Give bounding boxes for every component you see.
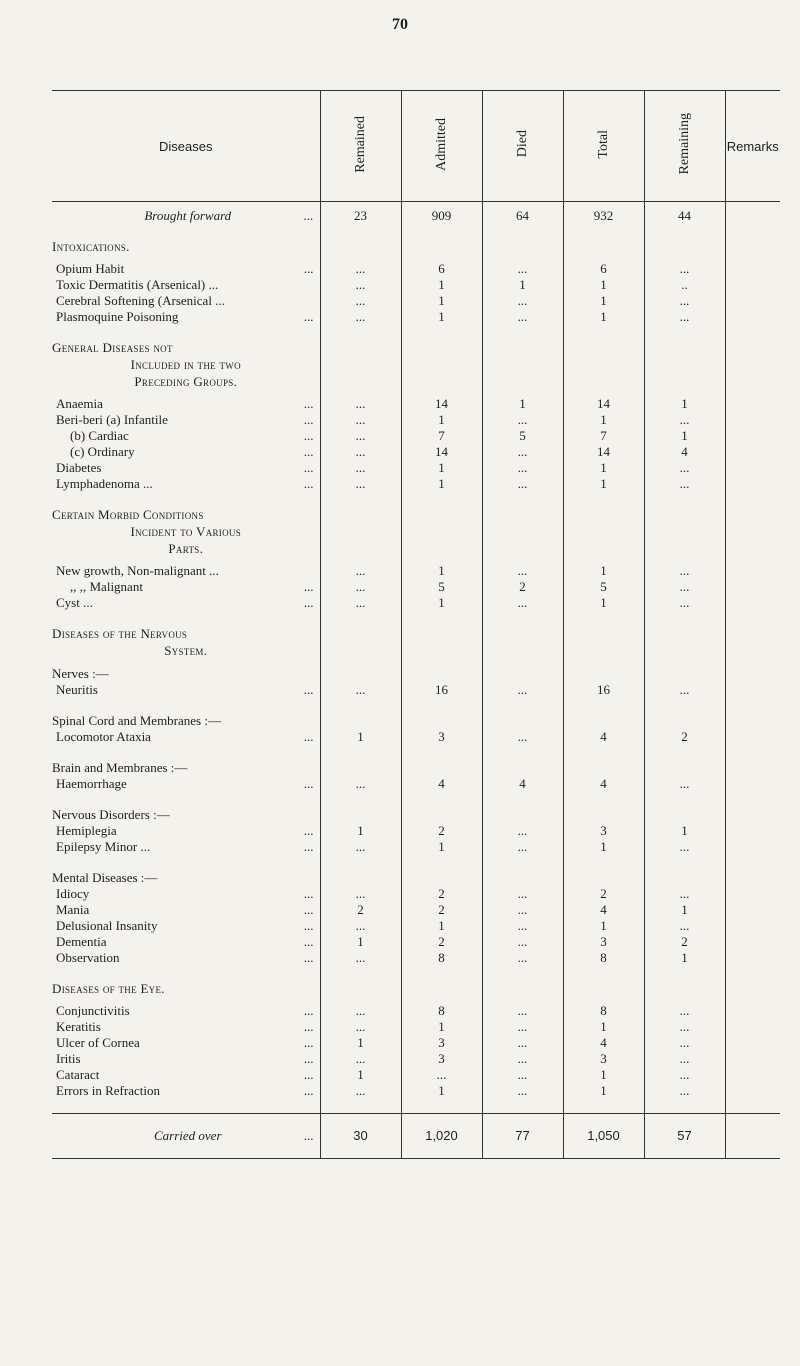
cell-total: 8 [563,1003,644,1019]
cell-total: 8 [563,950,644,966]
group-heading-row [52,759,780,776]
carried-over-died: 77 [482,1114,563,1159]
cell-remaining: ... [644,918,725,934]
disease-name: Toxic Dermatitis (Arsenical) ... [56,277,219,292]
cell-admitted: 3 [401,1035,482,1051]
cell-remarks [725,776,780,792]
brought-forward-total: 932 [563,208,644,224]
cell-total: 5 [563,579,644,595]
cell-died: ... [482,595,563,611]
cell-admitted: 3 [401,729,482,745]
cell-died: ... [482,934,563,950]
section-title-row [52,373,780,390]
cell-remained: ... [320,277,401,293]
table-row [52,261,780,277]
cell-admitted: 8 [401,950,482,966]
cell-remained: ... [320,1019,401,1035]
cell-remaining: 1 [644,396,725,412]
cell-total: 14 [563,396,644,412]
cell-remained: ... [320,476,401,492]
brought-forward-row [52,208,780,224]
cell-admitted: 1 [401,476,482,492]
cell-died: ... [482,902,563,918]
section-title: Parts. [168,541,204,556]
group-heading-row [52,869,780,886]
cell-total: 1 [563,412,644,428]
cell-remarks [725,579,780,595]
cell-admitted: 6 [401,261,482,277]
table-row [52,934,780,950]
cell-remained: ... [320,412,401,428]
disease-name: Locomotor Ataxia ... [56,729,314,744]
cell-remaining: 4 [644,444,725,460]
cell-admitted: 2 [401,934,482,950]
cell-remaining: .. [644,277,725,293]
cell-remaining: ... [644,309,725,325]
disease-name: Keratitis ... [56,1019,314,1034]
cell-total: 1 [563,293,644,309]
cell-died: ... [482,563,563,579]
cell-remaining: ... [644,1083,725,1099]
table-row [52,412,780,428]
cell-died: ... [482,1051,563,1067]
cell-remaining: ... [644,1067,725,1083]
cell-total: 4 [563,1035,644,1051]
disease-name: ,, ,, Malignant ... [70,579,314,594]
cell-remarks [725,950,780,966]
cell-total: 1 [563,1019,644,1035]
cell-remained: 1 [320,1035,401,1051]
cell-remaining: 1 [644,823,725,839]
table-row [52,444,780,460]
cell-remained: ... [320,1083,401,1099]
section-title: Included in the two [130,357,241,372]
carried-over-row [52,1114,780,1159]
cell-total: 1 [563,839,644,855]
cell-total: 3 [563,823,644,839]
cell-died: ... [482,886,563,902]
table-row [52,309,780,325]
cell-total: 6 [563,261,644,277]
brought-forward-remaining: 44 [644,208,725,224]
cell-remained: 1 [320,1067,401,1083]
table-row [52,1083,780,1099]
cell-died: ... [482,950,563,966]
cell-remaining: ... [644,682,725,698]
cell-remarks [725,261,780,277]
disease-name: Delusional Insanity ... [56,918,314,933]
cell-remarks [725,428,780,444]
cell-admitted: 1 [401,293,482,309]
cell-remained: 2 [320,902,401,918]
cell-total: 4 [563,729,644,745]
cell-admitted: 14 [401,444,482,460]
disease-name: Iritis ... [56,1051,314,1066]
disease-name: Neuritis ... [56,682,314,697]
cell-remarks [725,1051,780,1067]
cell-remained: ... [320,1051,401,1067]
cell-remained: ... [320,776,401,792]
cell-remarks [725,1083,780,1099]
table-row [52,1051,780,1067]
cell-remained: ... [320,682,401,698]
cell-total: 14 [563,444,644,460]
cell-remarks [725,293,780,309]
cell-total: 1 [563,1083,644,1099]
section-title-row [52,625,780,642]
cell-died: 1 [482,396,563,412]
cell-admitted: 1 [401,563,482,579]
header-remaining: Remaining [644,91,725,202]
section-title: Preceding Groups. [134,374,238,389]
cell-admitted: 7 [401,428,482,444]
table-row [52,1019,780,1035]
disease-name: Lymphadenoma ... ... [56,476,314,491]
cell-died: ... [482,261,563,277]
cell-admitted: 4 [401,776,482,792]
cell-remained: ... [320,428,401,444]
brought-forward-label: Brought forward ... [144,208,314,223]
cell-remaining: ... [644,839,725,855]
section-title-row [52,980,780,997]
cell-total: 7 [563,428,644,444]
cell-remaining: 1 [644,902,725,918]
section-title-row [52,523,780,540]
cell-died: ... [482,682,563,698]
carried-over-total: 1,050 [563,1114,644,1159]
header-admitted: Admitted [401,91,482,202]
cell-remarks [725,729,780,745]
disease-name: Observation ... [56,950,314,965]
cell-admitted: 1 [401,1019,482,1035]
cell-remained: ... [320,563,401,579]
table-row [52,277,780,293]
cell-total: 1 [563,309,644,325]
cell-total: 1 [563,1067,644,1083]
cell-total: 1 [563,563,644,579]
table-footer [52,1099,780,1159]
cell-died: ... [482,309,563,325]
cell-remaining: 1 [644,428,725,444]
table-row [52,886,780,902]
cell-remaining: ... [644,1019,725,1035]
cell-died: ... [482,1067,563,1083]
section-title: Incident to Various [130,524,241,539]
cell-remaining: ... [644,776,725,792]
cell-died: ... [482,412,563,428]
cell-remaining: 2 [644,934,725,950]
cell-remaining: 2 [644,729,725,745]
cell-remarks [725,595,780,611]
carried-over-label: Carried over ... [52,1114,320,1159]
cell-remarks [725,682,780,698]
cell-total: 1 [563,918,644,934]
brought-forward-remarks [725,208,780,224]
cell-remaining: ... [644,293,725,309]
table-row [52,839,780,855]
cell-admitted: 1 [401,918,482,934]
table-row [52,595,780,611]
section-title-row [52,356,780,373]
header-diseases: Diseases [52,91,320,202]
group-heading: Nerves :— [52,666,109,681]
cell-admitted: 1 [401,1083,482,1099]
group-heading-row [52,665,780,682]
disease-name: Idiocy ... [56,886,314,901]
group-heading: Brain and Membranes :— [52,760,188,775]
cell-died: ... [482,823,563,839]
cell-died: ... [482,476,563,492]
table-row [52,823,780,839]
brought-forward-admitted: 909 [401,208,482,224]
cell-remained: ... [320,309,401,325]
cell-total: 1 [563,476,644,492]
table-row [52,1003,780,1019]
cell-total: 3 [563,1051,644,1067]
table-row [52,918,780,934]
cell-died: ... [482,460,563,476]
disease-name: Mania ... [56,902,314,917]
cell-died: ... [482,1083,563,1099]
header-row [52,91,780,202]
disease-name: Cataract ... [56,1067,314,1082]
cell-total: 1 [563,277,644,293]
table-row [52,460,780,476]
cell-total: 3 [563,934,644,950]
cell-admitted: 1 [401,839,482,855]
disease-name: Conjunctivitis ... [56,1003,314,1018]
cell-remarks [725,839,780,855]
cell-total: 4 [563,902,644,918]
cell-died: 2 [482,579,563,595]
table-row [52,950,780,966]
disease-name: (b) Cardiac ... [70,428,314,443]
group-heading-row [52,712,780,729]
cell-remained: ... [320,1003,401,1019]
cell-died: ... [482,444,563,460]
cell-remained: ... [320,595,401,611]
table-row [52,563,780,579]
header-total: Total [563,91,644,202]
cell-remarks [725,1035,780,1051]
cell-admitted: 5 [401,579,482,595]
cell-remarks [725,460,780,476]
disease-name: Cyst ... ... [56,595,314,610]
table-row [52,476,780,492]
cell-admitted: 8 [401,1003,482,1019]
table-row [52,293,780,309]
cell-remaining: ... [644,595,725,611]
cell-remaining: ... [644,476,725,492]
section-title-row [52,339,780,356]
cell-remarks [725,934,780,950]
cell-admitted: 1 [401,309,482,325]
header-remarks: Remarks [725,91,780,202]
cell-remained: ... [320,444,401,460]
cell-remained: ... [320,839,401,855]
table-row [52,1067,780,1083]
disease-name: Dementia ... [56,934,314,949]
cell-total: 2 [563,886,644,902]
page-number: 70 [392,16,408,33]
disease-name: Haemorrhage ... [56,776,314,791]
section-title: System. [164,643,208,658]
disease-name: Opium Habit ... [56,261,314,276]
carried-over-remarks [725,1114,780,1159]
cell-remaining: ... [644,1051,725,1067]
carried-over-remained: 30 [320,1114,401,1159]
section-title-row [52,506,780,523]
carried-over-admitted: 1,020 [401,1114,482,1159]
cell-remarks [725,1067,780,1083]
table-row [52,729,780,745]
disease-name: Plasmoquine Poisoning ... [56,309,314,324]
section-title: General Diseases not [52,340,173,355]
table-row [52,396,780,412]
cell-died: ... [482,1003,563,1019]
cell-remained: ... [320,460,401,476]
cell-died: ... [482,1035,563,1051]
cell-died: ... [482,1019,563,1035]
cell-remaining: ... [644,563,725,579]
section-title-row [52,540,780,557]
cell-remarks [725,1019,780,1035]
cell-total: 1 [563,460,644,476]
table-row [52,776,780,792]
cell-remarks [725,823,780,839]
disease-name: (c) Ordinary ... [70,444,314,459]
cell-remaining: ... [644,412,725,428]
cell-admitted: 2 [401,902,482,918]
disease-register-table [52,90,780,1159]
disease-name: Ulcer of Cornea ... [56,1035,314,1050]
group-heading: Mental Diseases :— [52,870,158,885]
cell-remained: 1 [320,934,401,950]
cell-remarks [725,277,780,293]
cell-admitted: 16 [401,682,482,698]
cell-remarks [725,396,780,412]
cell-remaining: ... [644,1003,725,1019]
cell-total: 16 [563,682,644,698]
cell-died: ... [482,918,563,934]
cell-remarks [725,309,780,325]
section-title: Certain Morbid Conditions [52,507,204,522]
cell-remained: ... [320,293,401,309]
cell-remarks [725,886,780,902]
cell-remained: 1 [320,823,401,839]
cell-remained: ... [320,950,401,966]
header-remained: Remained [320,91,401,202]
cell-remaining: 1 [644,950,725,966]
cell-total: 1 [563,595,644,611]
cell-remarks [725,563,780,579]
disease-name: Cerebral Softening (Arsenical ... [56,293,225,308]
table-body [52,202,780,1100]
cell-died: 5 [482,428,563,444]
brought-forward-died: 64 [482,208,563,224]
table-row [52,428,780,444]
cell-died: 4 [482,776,563,792]
cell-remained: ... [320,918,401,934]
cell-remained: ... [320,886,401,902]
cell-admitted: 1 [401,412,482,428]
disease-name: Anaemia ... [56,396,314,411]
cell-admitted: 2 [401,886,482,902]
disease-name: Epilepsy Minor ... ... [56,839,314,854]
cell-remarks [725,412,780,428]
table-row [52,682,780,698]
cell-remained: ... [320,396,401,412]
cell-remaining: ... [644,1035,725,1051]
header-died: Died [482,91,563,202]
cell-remained: 1 [320,729,401,745]
section-title: Diseases of the Nervous [52,626,188,641]
section-title-row [52,238,780,255]
disease-name: Errors in Refraction ... [56,1083,314,1098]
group-heading: Nervous Disorders :— [52,807,170,822]
cell-remarks [725,476,780,492]
disease-name: Hemiplegia ... [56,823,314,838]
cell-remained: ... [320,261,401,277]
cell-admitted: 1 [401,460,482,476]
cell-remarks [725,902,780,918]
cell-admitted: 14 [401,396,482,412]
group-heading: Spinal Cord and Membranes :— [52,713,221,728]
brought-forward-remained: 23 [320,208,401,224]
cell-remarks [725,1003,780,1019]
disease-name: Beri-beri (a) Infantile ... [56,412,314,427]
cell-died: ... [482,293,563,309]
section-title-row [52,642,780,659]
cell-remaining: ... [644,579,725,595]
cell-admitted: 1 [401,595,482,611]
section-title: Intoxications. [52,239,130,254]
cell-remaining: ... [644,886,725,902]
table-row [52,1035,780,1051]
cell-admitted: ... [401,1067,482,1083]
table-row [52,579,780,595]
group-heading-row [52,806,780,823]
cell-admitted: 2 [401,823,482,839]
cell-admitted: 3 [401,1051,482,1067]
disease-name: Diabetes ... [56,460,314,475]
cell-remaining: ... [644,261,725,277]
cell-died: ... [482,839,563,855]
disease-name: New growth, Non-malignant ... [56,563,219,578]
carried-over-remaining: 57 [644,1114,725,1159]
cell-died: 1 [482,277,563,293]
cell-remained: ... [320,579,401,595]
cell-remarks [725,918,780,934]
cell-remarks [725,444,780,460]
table-row [52,902,780,918]
section-title: Diseases of the Eye. [52,981,165,996]
cell-total: 4 [563,776,644,792]
cell-admitted: 1 [401,277,482,293]
cell-died: ... [482,729,563,745]
cell-remaining: ... [644,460,725,476]
